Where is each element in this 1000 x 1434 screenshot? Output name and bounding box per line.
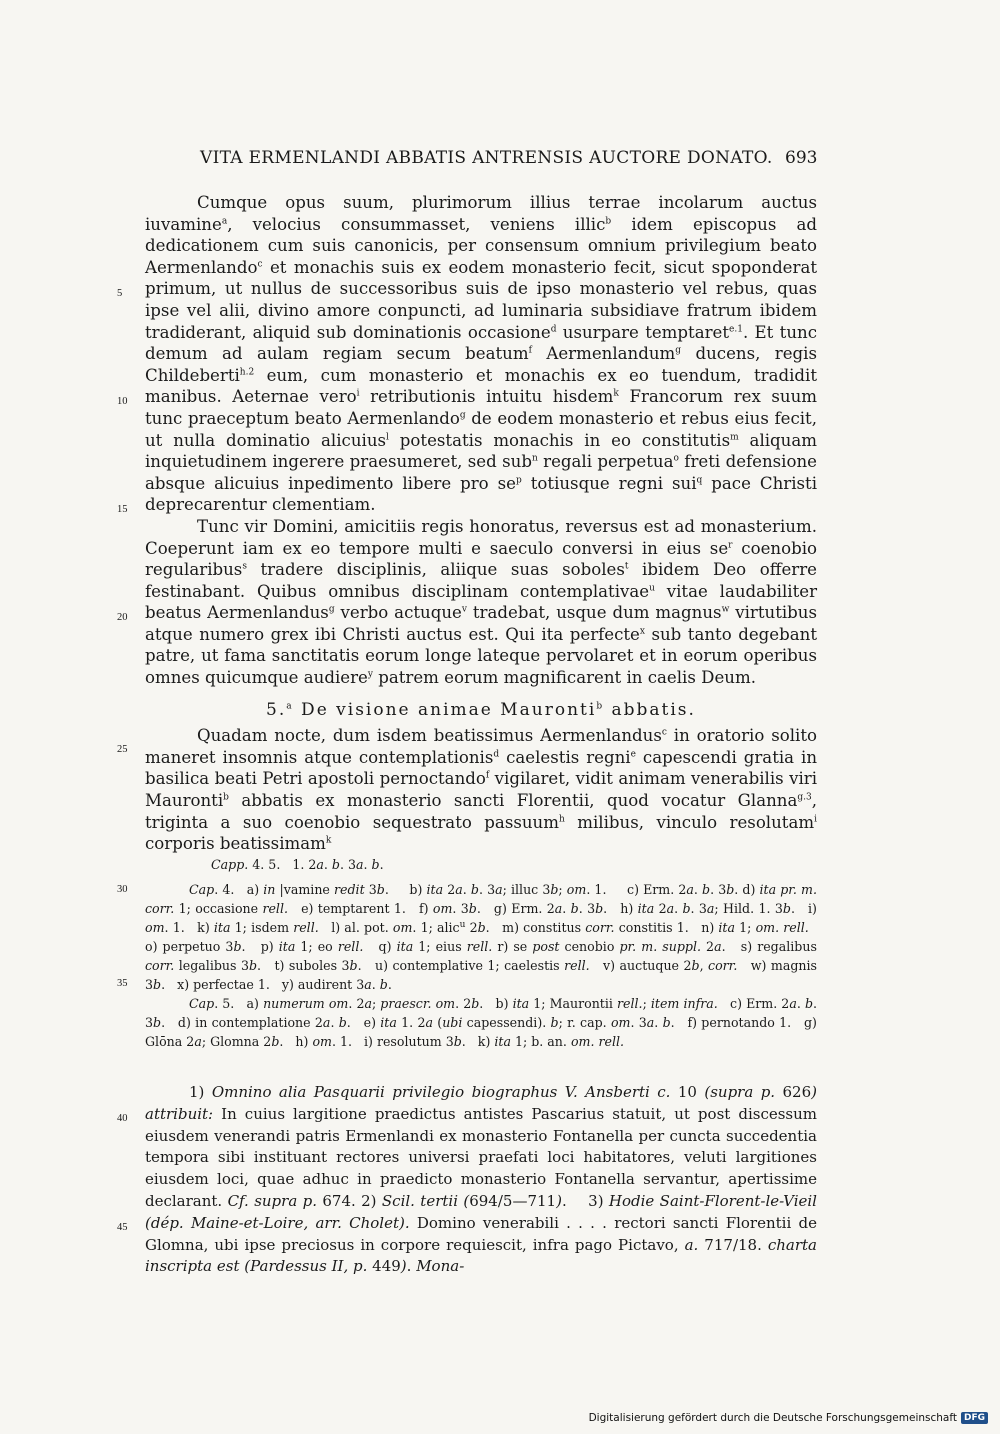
- line-number: 15: [117, 504, 128, 515]
- line-number: 45: [117, 1222, 128, 1233]
- footer-text: Digitalisierung gefördert durch die Deutsche Forschungsgemeinschaft: [588, 1412, 957, 1424]
- line-number: 40: [117, 1113, 128, 1124]
- line-number: 25: [117, 744, 128, 755]
- running-header: VITA ERMENLANDI ABBATIS ANTRENSIS AUCTORE DONATO.: [200, 148, 773, 168]
- line-number: 30: [117, 884, 128, 895]
- page-number: 693: [785, 148, 818, 168]
- footer: [589, 1412, 988, 1424]
- line-number: 35: [117, 978, 128, 989]
- line-number: 5: [117, 288, 123, 299]
- main-text: Cumque opus suum, plurimorum illius terrae incolarum auctus iuvamine$^a$, velocius consummasset, veniens illic$^b$ idem episcopus ad dedicationem cum suis canonicis, per consensum omnium privilegium beato Aermenlando$^c$ et monachis suis ex eodem monasterio fecit, sicut spoponderat primum, ut nullus de successoribus suis de ipso monasterio vel rebus, quas ipse vel alii, divino amore conpuncti, ad luminaria subsidiave fratrum ibidem tradiderant, aliquid sub dominationis occasione$^d$ usurpare temptaret$^{e.1}$. Et tunc demum ad aulam regiam secum beatum$^f$ Aermenlandum$^g$ ducens, regis Childeberti$^{h.2}$ eum, cum monasterio et monachis ex eo tuendum, tradidit manibus. Aeternae vero$^i$ retributionis intuitu hisdem$^k$ Francorum rex suum tunc praeceptum beato Aermenlando$^g$ de eodem monasterio et rebus eius fecit, ut nulla dominatio alicuius$^l$ potestatis monachis in eo constitutis$^m$ aliquam inquietudinem ingerere praesumeret, sed sub$^n$ regali perpetua$^o$ freti defensione absque alicuius inpedimento libere pro $se^p$ totiusque regni sui$^q$ pace Christi deprecarentur clementiam. Tunc vir Domini, amicitiis regis honoratus, reversus est ad monasterium. Coeperunt iam ex eo tempore multi e saeculo conversi in eius $se^r$ coenobio regularibus$^s$ tradere disciplinis, aliique suas soboles$^t$ ibidem Deo offerre festinabant. Quibus omnibus disciplinam contemplativae$^u$ vitae laudabiliter beatus Aermenlandus$^g$ verbo actuque$^v$ tradebat, usque dum magnus$^w$ virtutibus atque numero grex ibi Christi auctus est. Qui ita perfecte$^x$ sub tanto degebant patre, ut fama sanctitatis eorum longe lateque pervolaret et in eorum operibus omnes quicumque audiere$^y$ patrem eorum magnificarent in caelis Deum. 5.$^a$ De visione animae Mauronti$^b$ abbatis. Quadam nocte, dum isdem beatissimus Aermenlandus$^c$ in oratorio solito maneret insomnis atque contemplationis$^d$ caelestis regni$^e$ capescendi gratia in basilica beati Petri apostoli pernoctando$^f$ vigilaret, vidit animam venerabilis viri Mauronti$^b$ abbatis ex monasterio sancti Florentii, quod vocatur Glanna$^{g.3}$, triginta a suo coenobio sequestrato passuum$^h$ milibus, vinculo resolutam$^i$ corporis beatissimam$^k$: [145, 193, 818, 854]
- footnotes: 1) Omnino alia Pasquarii privilegio biographus V. Ansberti c. 10 (supra p. 626) attribuit: In cuius largitione praedictus antistes Pascarius statuit, ut post discessum eiusdem venerandi patris Ermenlandi ex monasterio Fontanella per cuncta succedentia tempora sibi instituant rectores universi praefati loci habitatores, veluti largitiones eiusdem loci, quae adhuc in praedicto monasterio Fontanella servantur, apertissime declarant. Cf. supra p. 674. 2) Scil. tertii (694/5—711). 3) Hodie Saint-Florent-le-Vieil (dép. Maine-et-Loire, arr. Cholet). Domino venerabili . . . . rectori sancti Florentii de Glomna, ubi ipse preciosus in corpore requiescit, infra pago Pictavo, a. 717/18. charta inscripta est (Pardessus II, p. 449). Mona-: [145, 1083, 817, 1276]
- critical-apparatus: Capp. 4. 5. 1. 2a. b. 3a. b. Cap. 4. a) in |vamine redit 3b. b) ita 2a. b. 3a; illuc 3b; om. 1. c) Erm. 2a. b. 3b. d) ita pr. m. corr. 1; occasione rell. e) temptarent 1. f) om. 3b. g) Erm. 2a. b. 3b. h) ita 2a. b. 3a; Hild. 1. 3b. i) om. 1. k) ita 1; isdem rell. l) al. pot. om. 1; alic$^u$ 2b. m) constitus corr. constitis 1. n) ita 1; om. rell. o) perpetuo 3b. p) ita 1; eo rell. q) ita 1; eius rell. r) se post cenobio pr. m. suppl. 2a. s) regalibus corr. legalibus 3b. t) suboles 3b. u) contemplative 1; caelestis rell. v) auctuque 2b, corr. w) magnis 3b. x) perfectae 1. y) audirent 3a. b. Cap. 5. a) numerum om. 2a; praescr. om. 2b. b) ita 1; Maurontii rell.; item infra. c) Erm. 2a. b. 3b. d) in contemplatione 2a. b. e) ita 1. 2a (ubi capessendi). b; r. cap. om. 3a. b. f) pernotando 1. g) Glōna 2a; Glomna 2b. h) om. 1. i) resolutum 3b. k) ita 1; b. an. om. rell.: [145, 857, 818, 1049]
- line-number: 10: [117, 396, 128, 407]
- line-number: 20: [117, 612, 128, 623]
- dfg-logo: DFG: [961, 1412, 988, 1424]
